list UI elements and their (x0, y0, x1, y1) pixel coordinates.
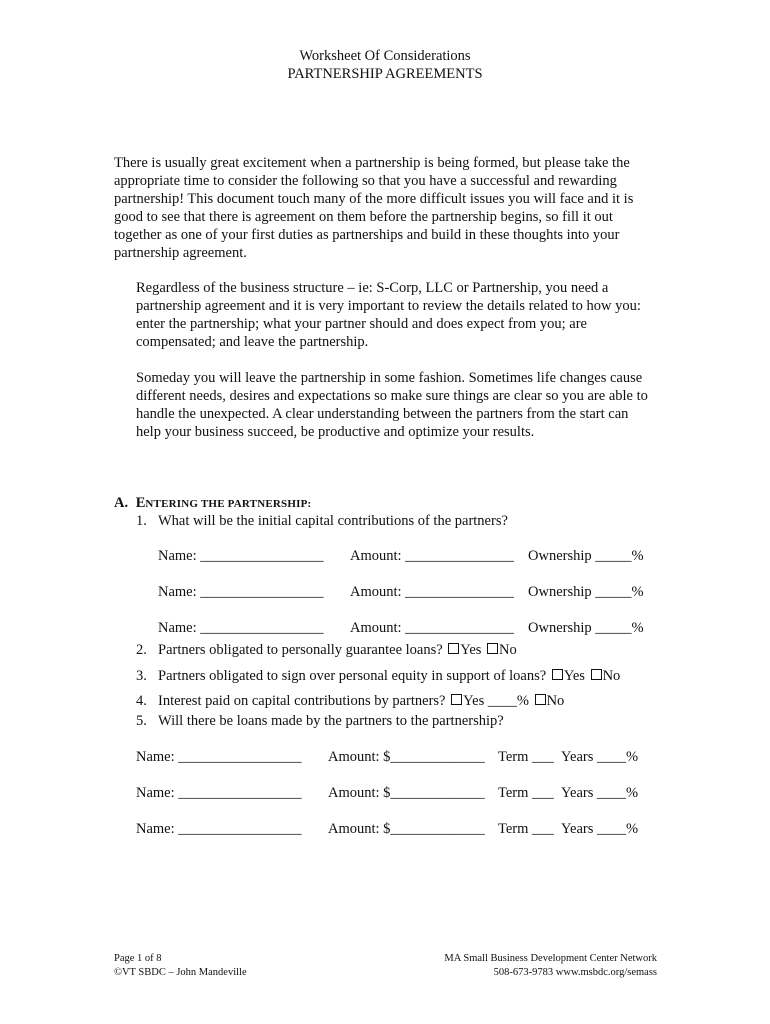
capital-ownership-field[interactable]: Ownership _____% (528, 548, 644, 564)
loan-amount-field[interactable]: Amount: $_____________ (328, 785, 485, 801)
organization-name: MA Small Business Development Center Network (444, 953, 657, 964)
capital-name-field[interactable]: Name: _________________ (158, 620, 324, 636)
loan-term-field[interactable]: Term ___ (498, 749, 554, 765)
document-title: Worksheet Of Considerations (299, 48, 471, 64)
question-2-number: 2. (136, 642, 147, 658)
no-checkbox[interactable] (535, 694, 546, 705)
capital-ownership-field[interactable]: Ownership _____% (528, 584, 644, 600)
loan-name-field[interactable]: Name: _________________ (136, 821, 302, 837)
no-checkbox[interactable] (591, 669, 602, 680)
interest-percent-field[interactable]: ____% (487, 693, 529, 709)
section-a-letter: A. (114, 495, 129, 511)
no-label: No (546, 693, 565, 709)
loan-name-field[interactable]: Name: _________________ (136, 749, 302, 765)
question-4-number: 4. (136, 693, 147, 709)
intro-paragraph-2: Regardless of the business structure – ie: S-Corp, LLC or Partnership, you need a partnership agreement and it is very important to review the details related to how you: enter the partnership; what your partner should and does expect from you; are compensated; and leave the partnership. (136, 280, 641, 350)
section-a-first-letter: E (135, 495, 146, 511)
yes-label: Yes (460, 642, 482, 658)
loan-years-field[interactable]: Years ____% (561, 785, 639, 801)
question-3-text: Partners obligated to sign over personal equity in support of loans? (158, 668, 547, 684)
copyright: ©VT SBDC – John Mandeville (114, 967, 247, 978)
section-a-heading (114, 494, 311, 513)
capital-amount-field[interactable]: Amount: _______________ (350, 620, 514, 636)
yes-checkbox[interactable] (451, 694, 462, 705)
yes-checkbox[interactable] (552, 669, 563, 680)
loan-amount-field[interactable]: Amount: $_____________ (328, 749, 485, 765)
page-number: Page 1 of 8 (114, 953, 162, 964)
question-3-row (158, 667, 620, 685)
no-checkbox[interactable] (487, 643, 498, 654)
loan-years-field[interactable]: Years ____% (561, 821, 639, 837)
yes-checkbox[interactable] (448, 643, 459, 654)
capital-name-field[interactable]: Name: _________________ (158, 548, 324, 564)
loan-years-field[interactable]: Years ____% (561, 749, 639, 765)
no-label: No (499, 642, 517, 658)
question-4-text: Interest paid on capital contributions by partners? (158, 693, 446, 709)
question-3-number: 3. (136, 668, 147, 684)
yes-label: Yes (563, 668, 585, 684)
capital-name-field[interactable]: Name: _________________ (158, 584, 324, 600)
no-label: No (602, 668, 621, 684)
intro-paragraph-3: Someday you will leave the partnership in some fashion. Sometimes life changes cause different needs, desires and expectations so make sure things are clear so you are able to handle the unexpected. A clear understanding between the partners from the start can help your business succeed, be productive and optimize your results. (136, 370, 648, 440)
section-a-heading-rest: NTERING THE PARTNERSHIP: (145, 498, 312, 510)
question-1-number: 1. (136, 513, 147, 529)
question-2-row (158, 641, 517, 659)
question-2-text: Partners obligated to personally guarantee loans? (158, 642, 443, 658)
question-1-text: What will be the initial capital contributions of the partners? (158, 513, 508, 529)
loan-term-field[interactable]: Term ___ (498, 785, 554, 801)
capital-ownership-field[interactable]: Ownership _____% (528, 620, 644, 636)
question-5-number: 5. (136, 713, 147, 729)
question-5-text: Will there be loans made by the partners to the partnership? (158, 713, 504, 729)
intro-paragraph-1: There is usually great excitement when a partnership is being formed, but please take the appropriate time to consider the following so that you have a successful and rewarding partnership! This document touch many of the more difficult issues you will face and it is good to see that there is agreement on them before the partnership begins, so fill it out together as one of your first duties as partnerships and build in these thoughts into your partnership agreement. (114, 155, 634, 261)
loan-name-field[interactable]: Name: _________________ (136, 785, 302, 801)
document-subtitle: PARTNERSHIP AGREEMENTS (287, 66, 483, 82)
capital-amount-field[interactable]: Amount: _______________ (350, 548, 514, 564)
loan-amount-field[interactable]: Amount: $_____________ (328, 821, 485, 837)
contact-info: 508-673-9783 www.msbdc.org/semass (493, 967, 657, 978)
yes-label: Yes (463, 693, 485, 709)
capital-amount-field[interactable]: Amount: _______________ (350, 584, 514, 600)
question-4-row (158, 692, 564, 710)
loan-term-field[interactable]: Term ___ (498, 821, 554, 837)
